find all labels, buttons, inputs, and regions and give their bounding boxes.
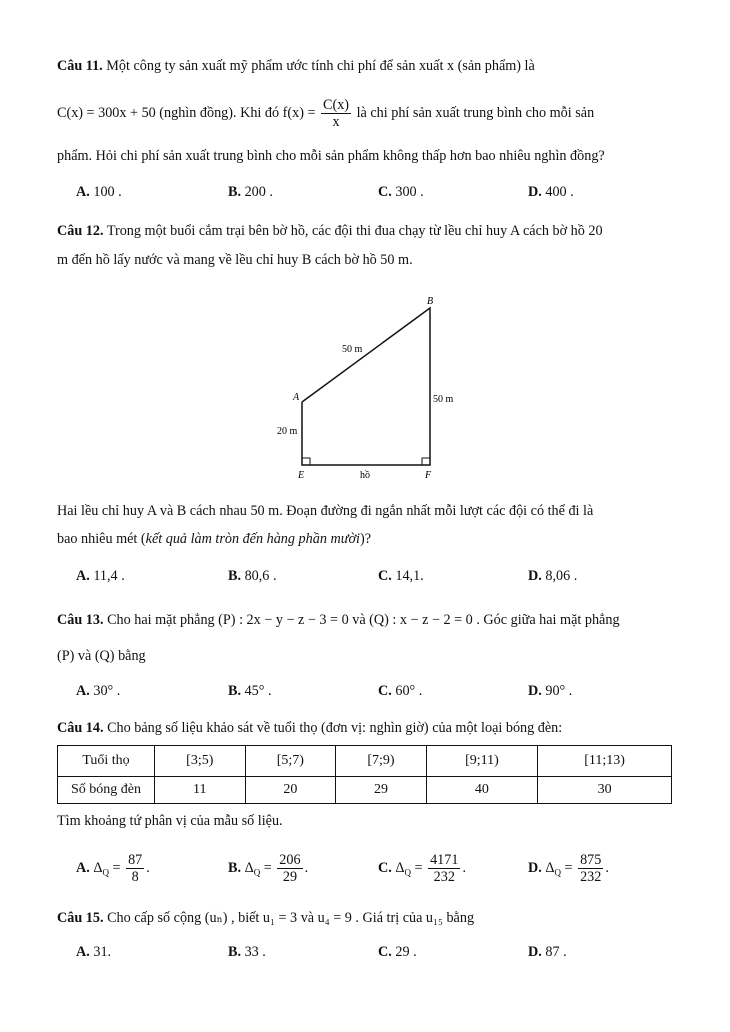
- q11-option-c: C. 300 .: [378, 184, 424, 200]
- q13-option-a: A. 30° .: [76, 683, 121, 699]
- label-b: B: [427, 296, 434, 307]
- table-cell: 40: [426, 777, 537, 804]
- q11-label: Câu 11.: [57, 58, 103, 74]
- q12-text2: m đến hồ lấy nước và mang về lều chỉ huy B cách bờ hồ 50 m.: [57, 252, 413, 268]
- q12-label: Câu 12.: [57, 223, 104, 239]
- table-cell: [11;13): [538, 746, 672, 777]
- table-cell: 30: [538, 777, 672, 804]
- table-cell: [3;5): [155, 746, 246, 777]
- table-cell: Số bóng đèn: [58, 777, 155, 804]
- q11-option-d: D. 400 .: [528, 184, 574, 200]
- q14-line1: [57, 720, 672, 737]
- label-e: E: [298, 470, 305, 481]
- table-cell: 20: [245, 777, 336, 804]
- label-ho: hồ: [360, 470, 370, 481]
- q12-text1: Trong một buổi cắm trại bên bờ hồ, các đội thi đua chạy từ lều chỉ huy A cách bờ hồ 20: [106, 223, 603, 239]
- figure-outline: [302, 308, 430, 465]
- q11-formula-suffix: là chi phí sản xuất trung bình cho mỗi sản: [356, 104, 595, 121]
- q11-frac-num: C(x): [323, 97, 350, 113]
- table-row: [58, 777, 672, 804]
- label-ae: 20 m: [277, 426, 298, 437]
- q15-option-c: C. 29 .: [378, 944, 417, 960]
- q14-option-d: D. $\Delta_Q$ = $\frac{875}{232}$ .: [528, 852, 609, 885]
- q15-option-d: D. 87 .: [528, 944, 567, 960]
- q12-option-d: D. 8,06 .: [528, 568, 578, 584]
- q11-fraction: [321, 97, 351, 130]
- table-cell: 11: [155, 777, 246, 804]
- q14-text1: Cho bảng số liệu khảo sát về tuổi thọ (đơn vị: nghìn giờ) của một loại bóng đèn:: [107, 720, 563, 736]
- label-ab: 50 m: [342, 344, 363, 355]
- q15-option-b: B. 33 .: [228, 944, 266, 960]
- lifespan-table: [57, 745, 672, 804]
- q15-option-a: A. 31.: [76, 944, 112, 960]
- q14-label: Câu 14.: [57, 720, 104, 736]
- q13-option-b: B. 45° .: [228, 683, 272, 699]
- right-angle-f: [422, 458, 430, 465]
- q15-text1: Cho cấp số cộng (uₙ) , biết u₁ = 3 và u₄ = 9 . Giá trị của u₁₅ bằng: [107, 910, 475, 926]
- q13-option-d: D. 90° .: [528, 683, 573, 699]
- q12-text3: Hai lều chỉ huy A và B cách nhau 50 m. Đoạn đường đi ngắn nhất mỗi lượt các đội có thể đi là: [57, 503, 594, 519]
- label-a: A: [293, 392, 300, 403]
- table-cell: Tuổi thọ: [58, 746, 155, 777]
- q13-label: Câu 13.: [57, 612, 104, 628]
- q11-option-a: A. 100 .: [76, 184, 122, 200]
- q11-frac-den: x: [332, 114, 340, 130]
- q12-option-b: B. 80,6 .: [228, 568, 277, 584]
- q14-text2: Tìm khoảng tứ phân vị của mẫu số liệu.: [57, 813, 283, 829]
- q15-line1: [57, 910, 672, 927]
- q14-option-b: B. $\Delta_Q$ = $\frac{206}{29}$ .: [228, 852, 309, 885]
- q12-figure: [0, 290, 730, 490]
- q13-text2: (P) và (Q) bằng: [57, 648, 146, 664]
- q14-option-c: C. $\Delta_Q$ = $\frac{4171}{232}$ .: [378, 852, 466, 885]
- table-cell: [7;9): [336, 746, 427, 777]
- q15-label: Câu 15.: [57, 910, 104, 926]
- q14-option-a: A. $\Delta_Q$ = $\frac{87}{8}$ .: [76, 852, 150, 885]
- q11-formula-prefix: C(x) = 300x + 50 (nghìn đồng). Khi đó f(x) =: [57, 104, 316, 121]
- table-row: [58, 746, 672, 777]
- q11-option-b: B. 200 .: [228, 184, 273, 200]
- label-bf: 50 m: [433, 394, 454, 405]
- table-cell: [9;11): [426, 746, 537, 777]
- q12-option-c: C. 14,1.: [378, 568, 424, 584]
- q13-text1: Cho hai mặt phẳng (P) : 2x − y − z − 3 = 0 và (Q) : x − z − 2 = 0 . Góc giữa hai mặt phẳng: [107, 612, 620, 628]
- q13-line1: [57, 612, 672, 629]
- table-cell: [5;7): [245, 746, 336, 777]
- q12-text4-b: )?: [359, 531, 371, 547]
- q11-text1: Một công ty sản xuất mỹ phẩm ước tính chi phí để sản xuất x (sản phẩm) là: [106, 58, 535, 74]
- q12-text4-italic: kết quả làm tròn đến hàng phần mười: [145, 531, 360, 547]
- label-f: F: [425, 470, 432, 481]
- q12-line1: [57, 223, 672, 240]
- q11-line1: [57, 58, 672, 75]
- q12-line4: [57, 531, 672, 548]
- q12-option-a: A. 11,4 .: [76, 568, 125, 584]
- q11-line2: [57, 97, 672, 130]
- table-cell: 29: [336, 777, 427, 804]
- right-angle-e: [302, 458, 310, 465]
- q11-text3: phẩm. Hỏi chi phí sản xuất trung bình cho mỗi sản phẩm không thấp hơn bao nhiêu nghìn đồng?: [57, 148, 605, 164]
- q12-text4-a: bao nhiêu mét (: [57, 531, 146, 547]
- q13-option-c: C. 60° .: [378, 683, 423, 699]
